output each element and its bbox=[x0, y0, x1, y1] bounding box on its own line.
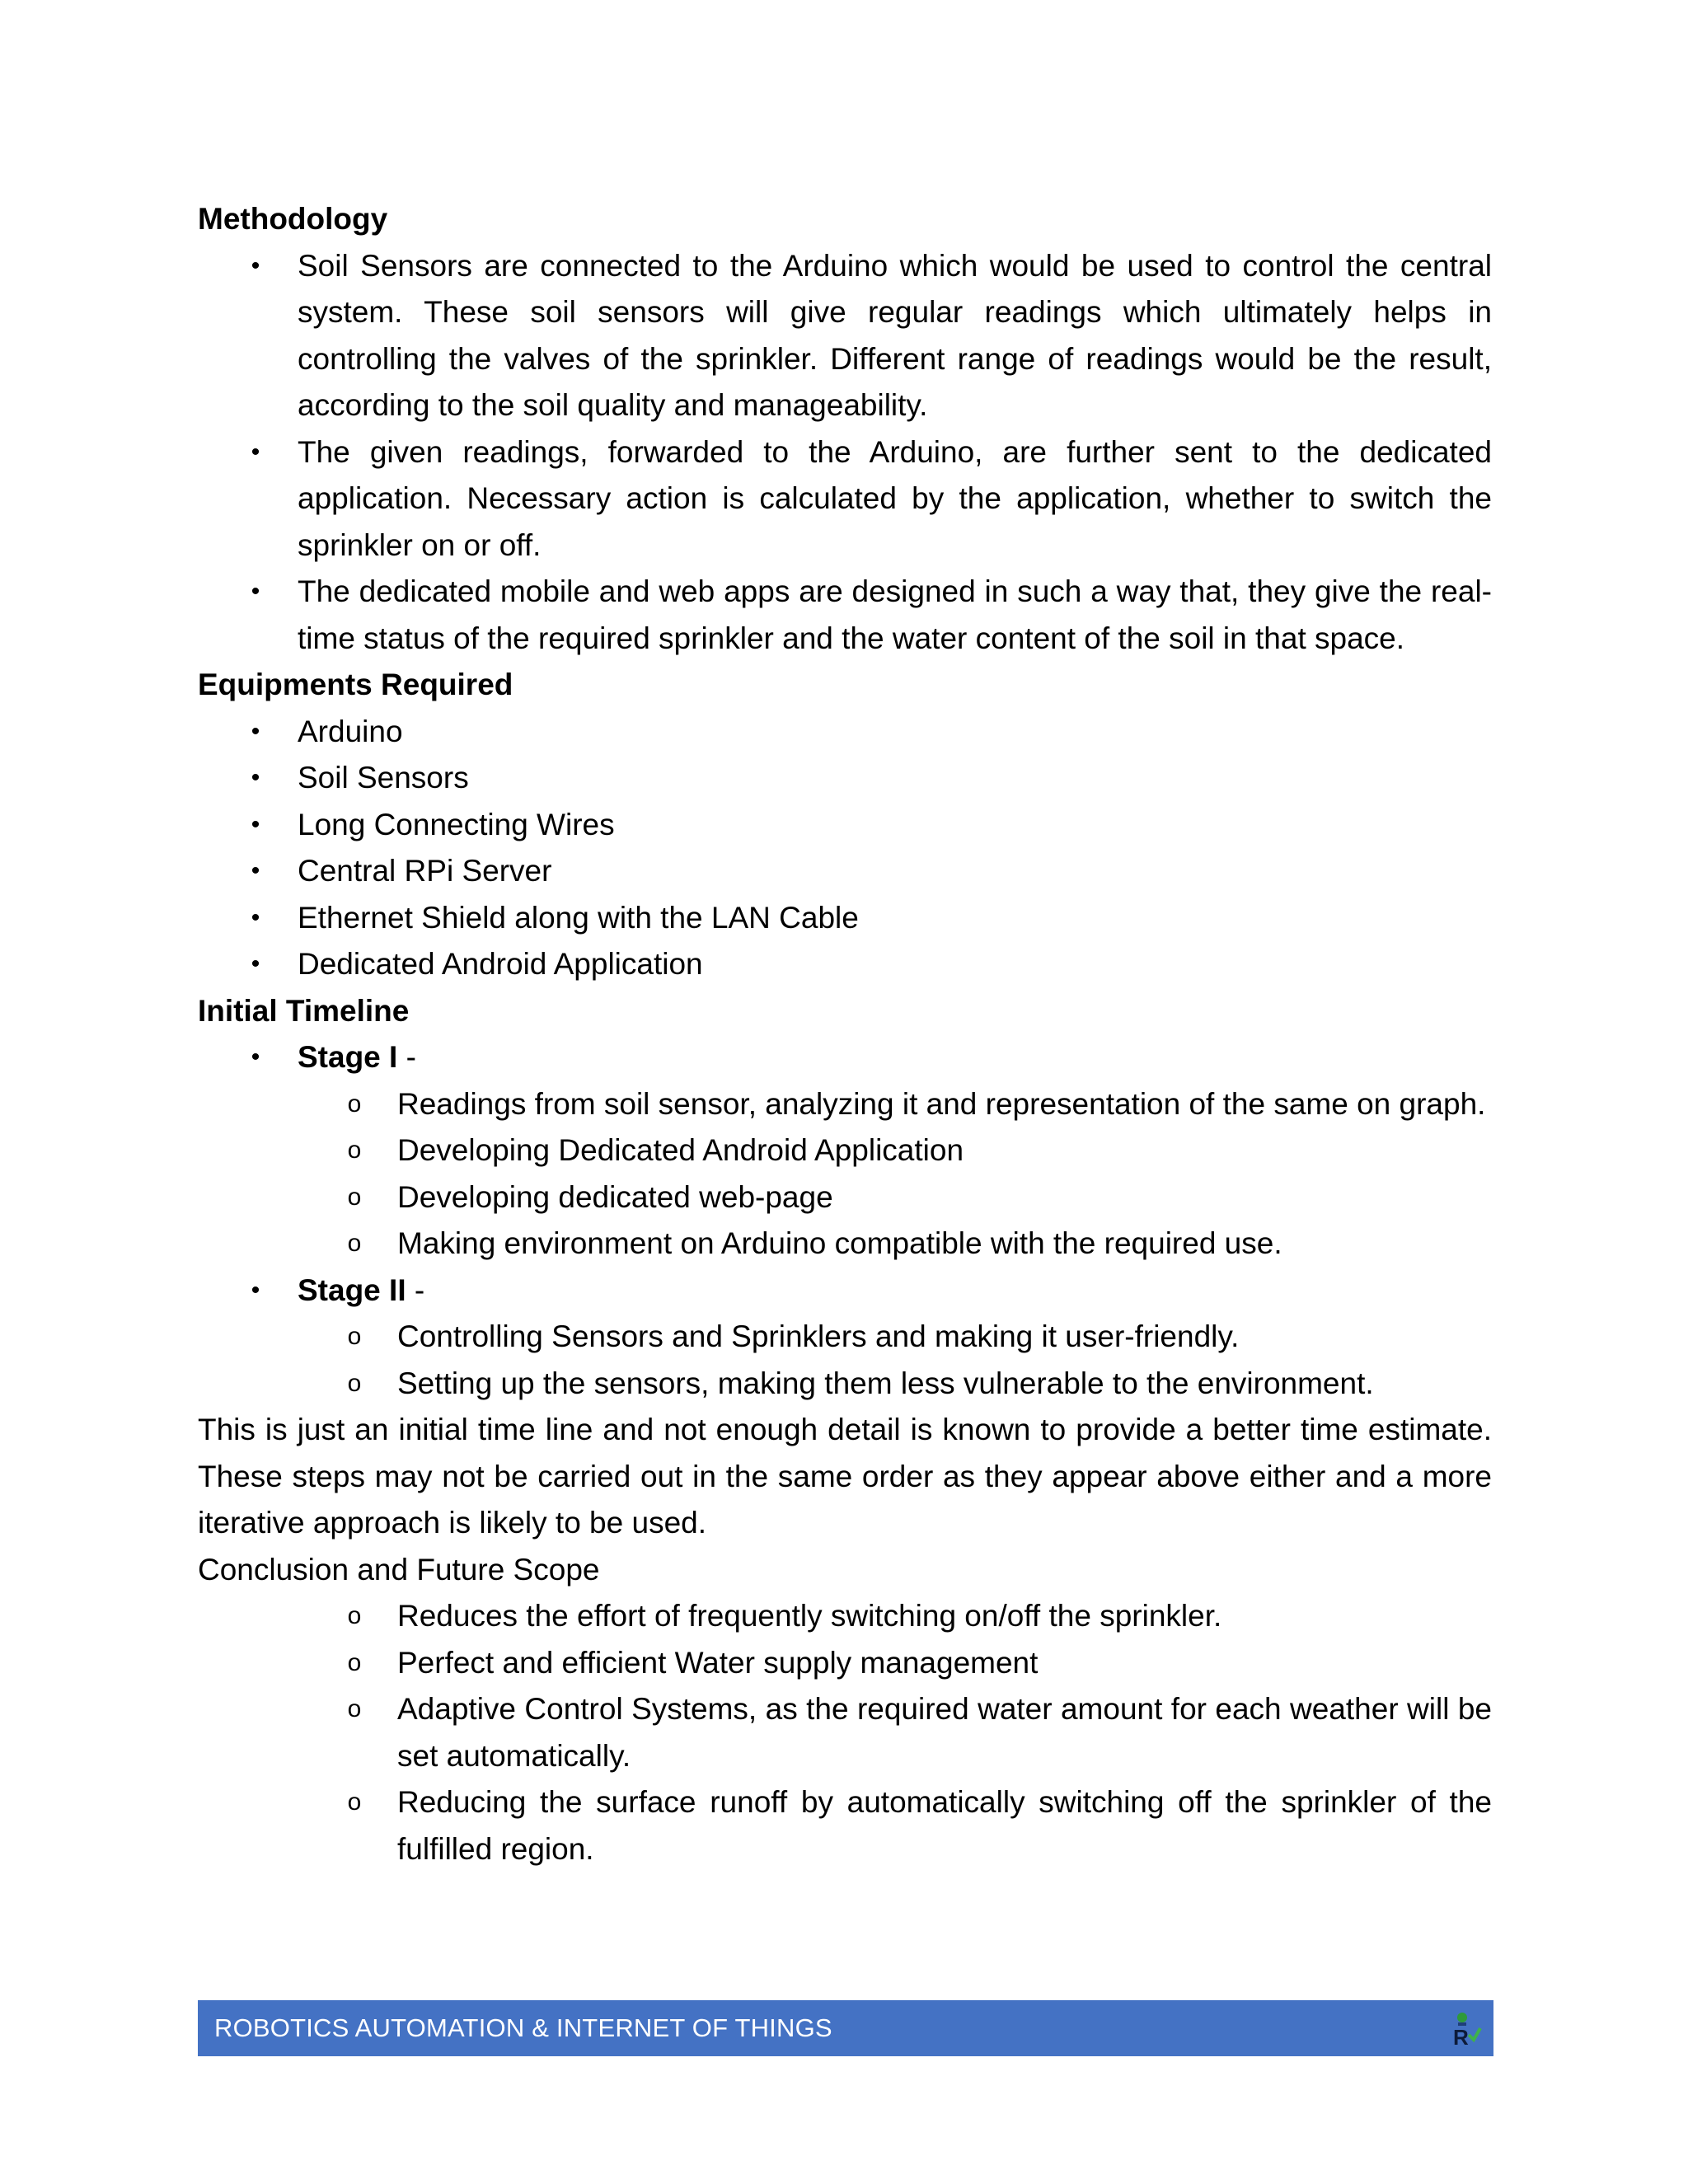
sub-list-item-text: Making environment on Arduino compatible with the required use. bbox=[397, 1226, 1282, 1260]
bullet-icon: • bbox=[251, 251, 260, 279]
list-item-text: Ethernet Shield along with the LAN Cable bbox=[298, 900, 859, 935]
list-item bbox=[198, 243, 1492, 429]
sub-list-item bbox=[198, 1081, 1492, 1128]
list-item bbox=[198, 755, 1492, 802]
footer-bar bbox=[198, 2000, 1493, 2056]
sub-list-item bbox=[198, 1640, 1492, 1687]
stage-suffix: - bbox=[406, 1272, 425, 1307]
sub-list-item bbox=[198, 1221, 1492, 1268]
list-item bbox=[198, 895, 1492, 942]
equipments-heading: Equipments Required bbox=[198, 668, 513, 701]
list-item bbox=[198, 569, 1492, 662]
list-item-text: Soil Sensors bbox=[298, 761, 469, 794]
timeline-stages bbox=[198, 1034, 1492, 1081]
conclusion-list bbox=[198, 1593, 1492, 1872]
sub-list-item-text: Developing dedicated web-page bbox=[397, 1179, 833, 1214]
circle-bullet-icon: o bbox=[347, 1695, 362, 1722]
equipments-list bbox=[198, 709, 1492, 988]
robot-logo-icon bbox=[1447, 2010, 1482, 2048]
list-item-text: Dedicated Android Application bbox=[298, 947, 703, 981]
stage-2-tasks bbox=[198, 1314, 1492, 1407]
sub-list-item bbox=[198, 1593, 1492, 1640]
list-item-text: Central RPi Server bbox=[298, 854, 552, 888]
sub-list-item bbox=[198, 1174, 1492, 1221]
list-item-text: Soil Sensors are connected to the Arduino which would be used to control the central system. These soil sensors will give regular readings which ultimately helps in controlling the valves of the sprinkler. Different range of readings would be the result, according to the soil quality and manageability. bbox=[298, 248, 1492, 422]
sub-list-item bbox=[198, 1361, 1492, 1408]
footer-text: ROBOTICS AUTOMATION & INTERNET OF THINGS bbox=[214, 2013, 832, 2042]
stage-label: Stage II bbox=[298, 1272, 406, 1307]
sub-list-item-text: Reducing the surface runoff by automatically switching off the sprinkler of the fulfilled region. bbox=[397, 1785, 1492, 1866]
circle-bullet-icon: o bbox=[347, 1090, 362, 1118]
circle-bullet-icon: o bbox=[347, 1788, 362, 1816]
sub-list-item bbox=[198, 1779, 1492, 1872]
circle-bullet-icon: o bbox=[347, 1323, 362, 1350]
methodology-list bbox=[198, 243, 1492, 663]
sub-list-item-text: Readings from soil sensor, analyzing it and representation of the same on graph. bbox=[397, 1086, 1486, 1121]
conclusion-heading: Conclusion and Future Scope bbox=[198, 1552, 600, 1586]
list-item bbox=[198, 709, 1492, 756]
bullet-icon: • bbox=[251, 578, 260, 605]
stage-item bbox=[198, 1268, 1492, 1315]
svg-text:R: R bbox=[1453, 2025, 1469, 2048]
bullet-icon: • bbox=[251, 810, 260, 838]
list-item bbox=[198, 941, 1492, 988]
stage-suffix: - bbox=[397, 1040, 416, 1074]
sub-list-item-text: Adaptive Control Systems, as the required water amount for each weather will be set automatically. bbox=[397, 1692, 1492, 1773]
bullet-icon: • bbox=[251, 950, 260, 977]
sub-list-item-text: Developing Dedicated Android Application bbox=[397, 1133, 964, 1167]
circle-bullet-icon: o bbox=[347, 1137, 362, 1164]
sub-list-item-text: Controlling Sensors and Sprinklers and making it user-friendly. bbox=[397, 1319, 1240, 1353]
list-item bbox=[198, 802, 1492, 849]
stage-label: Stage I bbox=[298, 1040, 398, 1074]
list-item-text: The dedicated mobile and web apps are designed in such a way that, they give the real-time status of the required sprinkler and the water content of the soil in that space. bbox=[298, 574, 1492, 655]
timeline-note: This is just an initial time line and not enough detail is known to provide a better time estimate. These steps may not be carried out in the same order as they appear above either and a more iterative approach is likely to be used. bbox=[198, 1413, 1492, 1540]
document-page bbox=[198, 196, 1492, 1872]
bullet-icon: • bbox=[251, 857, 260, 884]
stage-1-tasks bbox=[198, 1081, 1492, 1268]
timeline-stages bbox=[198, 1268, 1492, 1315]
methodology-heading: Methodology bbox=[198, 202, 388, 236]
circle-bullet-icon: o bbox=[347, 1369, 362, 1397]
bullet-icon: • bbox=[251, 764, 260, 791]
list-item-text: The given readings, forwarded to the Arduino, are further sent to the dedicated application. Necessary action is calculated by the application, whether to switch the sprinkler on or off. bbox=[298, 434, 1492, 562]
bullet-icon: • bbox=[251, 903, 260, 931]
sub-list-item bbox=[198, 1314, 1492, 1361]
sub-list-item bbox=[198, 1127, 1492, 1174]
circle-bullet-icon: o bbox=[347, 1602, 362, 1629]
circle-bullet-icon: o bbox=[347, 1183, 362, 1211]
sub-list-item-text: Setting up the sensors, making them less vulnerable to the environment. bbox=[397, 1366, 1374, 1400]
sub-list-item-text: Perfect and efficient Water supply management bbox=[397, 1645, 1039, 1680]
bullet-icon: • bbox=[251, 717, 260, 745]
timeline-heading: Initial Timeline bbox=[198, 993, 410, 1028]
sub-list-item bbox=[198, 1686, 1492, 1779]
bullet-icon: • bbox=[251, 438, 260, 466]
list-item bbox=[198, 848, 1492, 895]
sub-list-item-text: Reduces the effort of frequently switching on/off the sprinkler. bbox=[397, 1599, 1222, 1633]
list-item-text: Long Connecting Wires bbox=[298, 807, 615, 841]
circle-bullet-icon: o bbox=[347, 1230, 362, 1257]
list-item-text: Arduino bbox=[298, 714, 403, 748]
stage-item bbox=[198, 1034, 1492, 1081]
circle-bullet-icon: o bbox=[347, 1648, 362, 1676]
bullet-icon: • bbox=[251, 1276, 260, 1304]
bullet-icon: • bbox=[251, 1043, 260, 1071]
list-item bbox=[198, 429, 1492, 569]
